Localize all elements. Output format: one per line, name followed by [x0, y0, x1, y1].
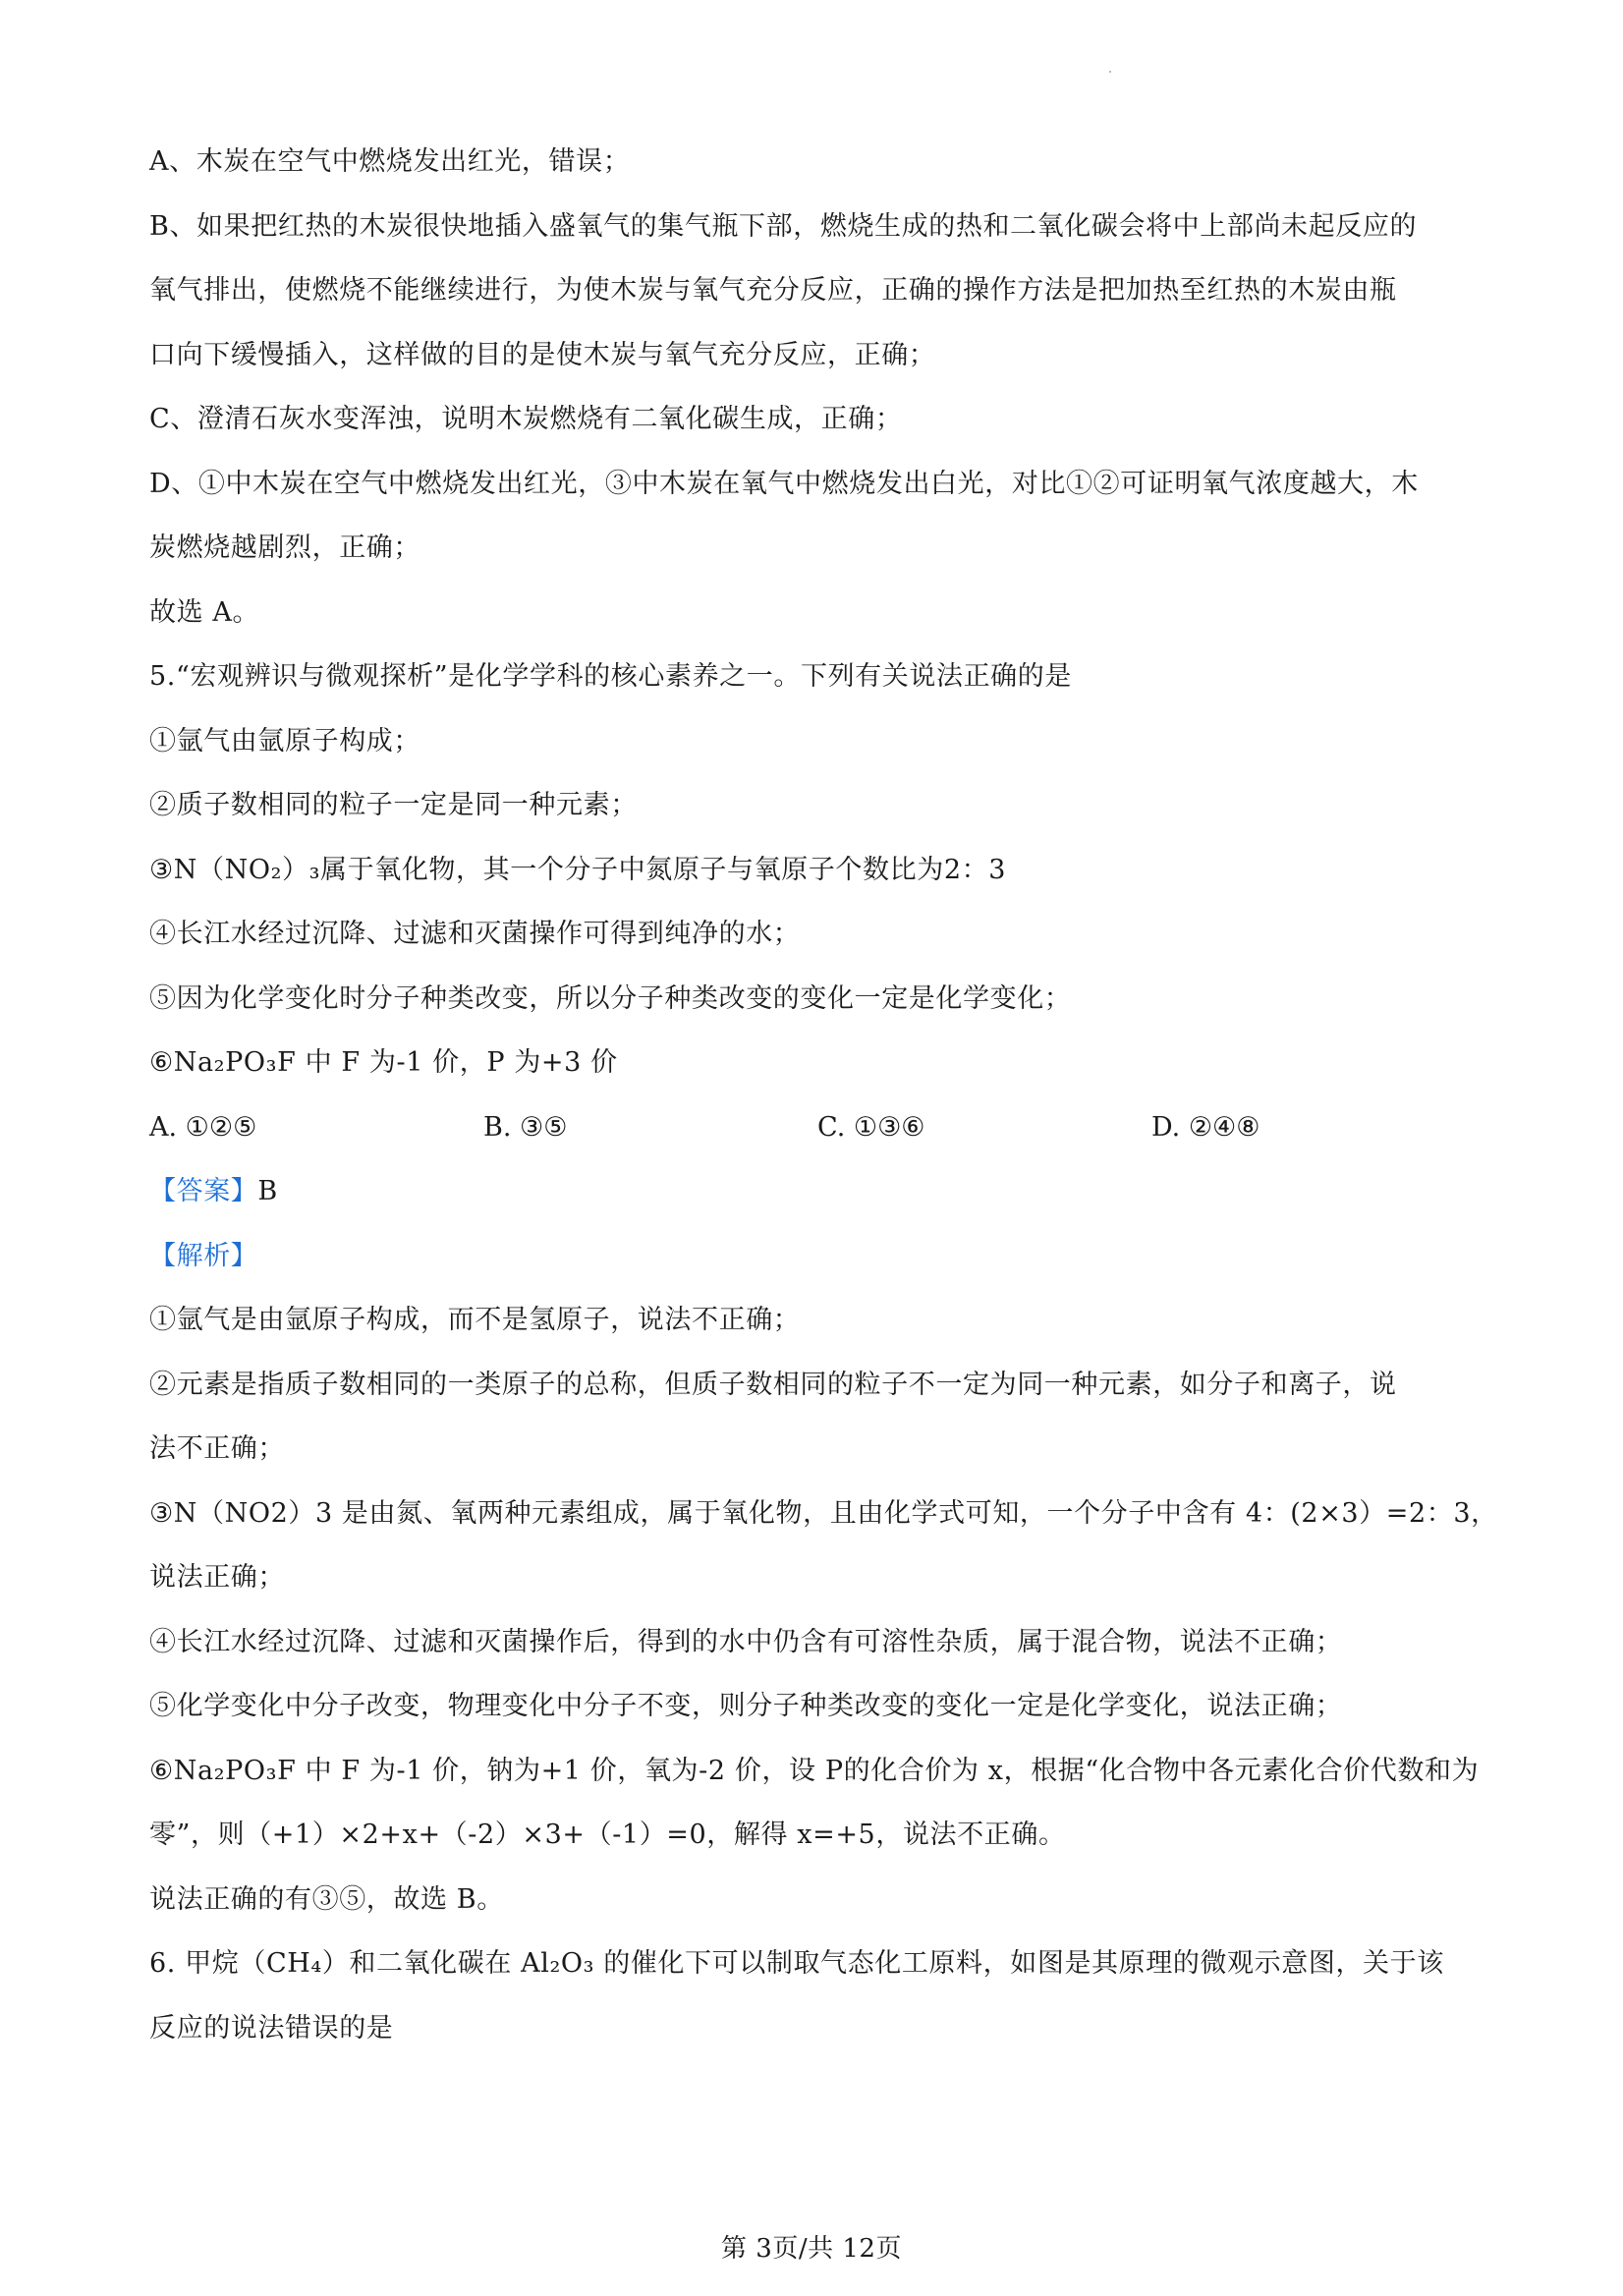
scan-speck	[1109, 71, 1111, 73]
text-line: 口向下缓慢插入，这样做的目的是使木炭与氧气充分反应，正确；	[149, 339, 936, 370]
answer-options	[149, 1095, 1495, 1160]
text-line: A、木炭在空气中燃烧发出红光，错误；	[149, 146, 631, 177]
statement-3: ③N（NO₂）₃属于氧化物，其一个分子中氮原子与氧原子个数比为2：3	[149, 854, 1006, 885]
analysis-text: ③N（NO2）3 是由氮、氧两种元素组成，属于氧化物，且由化学式可知，一个分子中含有 4：(2×3）=2：3，	[149, 1497, 1498, 1529]
statement-2: ②质子数相同的粒子一定是同一种元素；	[149, 790, 638, 820]
page-number: 第 3页/共 12页	[721, 2234, 902, 2264]
analysis-tag: 【解析】	[149, 1240, 258, 1271]
option-b: B. ③⑤	[483, 1111, 568, 1143]
page-content	[149, 130, 1498, 2060]
analysis-conclusion: 说法正确的有③⑤，故选 B。	[149, 1883, 504, 1915]
option-a: A. ①②⑤	[149, 1111, 257, 1143]
text-line: B、如果把红热的木炭很快地插入盛氧气的集气瓶下部，燃烧生成的热和二氧化碳会将中上部尚未起反应的	[149, 210, 1418, 242]
analysis-text: ⑥Na₂PO₃F 中 F 为-1 价，钠为+1 价，氧为-2 价，设 P的化合价为 x，根据“化合物中各元素化合价代数和为	[149, 1755, 1480, 1786]
answer-line	[149, 1159, 1495, 1224]
analysis-text: ②元素是指质子数相同的一类原子的总称，但质子数相同的粒子不一定为同一种元素，如分子和离子，说	[149, 1369, 1397, 1400]
question-6-stem: 反应的说法错误的是	[149, 2012, 394, 2044]
option-c: C. ①③⑥	[817, 1111, 925, 1143]
question-5-stem: 5.“宏观辨识与微观探析”是化学学科的核心素养之一。下列有关说法正确的是	[149, 661, 1072, 692]
statement-6: ⑥Na₂PO₃F 中 F 为-1 价，P 为+3 价	[149, 1047, 618, 1078]
answer-tag: 【答案】	[149, 1176, 258, 1206]
statement-5: ⑤因为化学变化时分子种类改变，所以分子种类改变的变化一定是化学变化；	[149, 982, 1072, 1014]
text-line: D、①中木炭在空气中燃烧发出红光，③中木炭在氧气中燃烧发出白光，对比①②可证明氧气浓度越大，木	[149, 468, 1419, 499]
statement-1: ①氩气由氩原子构成；	[149, 725, 420, 756]
text-line: 氧气排出，使燃烧不能继续进行，为使木炭与氧气充分反应，正确的操作方法是把加热至红热的木炭由瓶	[149, 275, 1397, 306]
text-line: 炭燃烧越剧烈，正确；	[149, 532, 420, 563]
analysis-text: 说法正确；	[149, 1562, 285, 1593]
option-d: D. ②④⑧	[1151, 1111, 1260, 1143]
analysis-line	[149, 1224, 1495, 1289]
answer-value: B	[257, 1176, 278, 1206]
analysis-text: ⑤化学变化中分子改变，物理变化中分子不变，则分子种类改变的变化一定是化学变化，说法正确；	[149, 1691, 1343, 1721]
text-line: 故选 A。	[149, 596, 260, 628]
analysis-text: ①氩气是由氩原子构成，而不是氢原子，说法不正确；	[149, 1305, 801, 1335]
analysis-text: 法不正确；	[149, 1433, 285, 1464]
analysis-text: ④长江水经过沉降、过滤和灭菌操作后，得到的水中仍含有可溶性杂质，属于混合物，说法不正确；	[149, 1626, 1343, 1657]
text-line: C、澄清石灰水变浑浊，说明木炭燃烧有二氧化碳生成，正确；	[149, 404, 903, 434]
statement-4: ④长江水经过沉降、过滤和灭菌操作可得到纯净的水；	[149, 919, 801, 949]
question-6-stem: 6. 甲烷（CH₄）和二氧化碳在 Al₂O₃ 的催化下可以制取气态化工原料，如图是其原理的微观示意图，关于该	[149, 1948, 1444, 1979]
analysis-text: 零”，则（+1）×2+x+（-2）×3+（-1）=0，解得 x=+5，说法不正确。	[149, 1820, 1066, 1850]
